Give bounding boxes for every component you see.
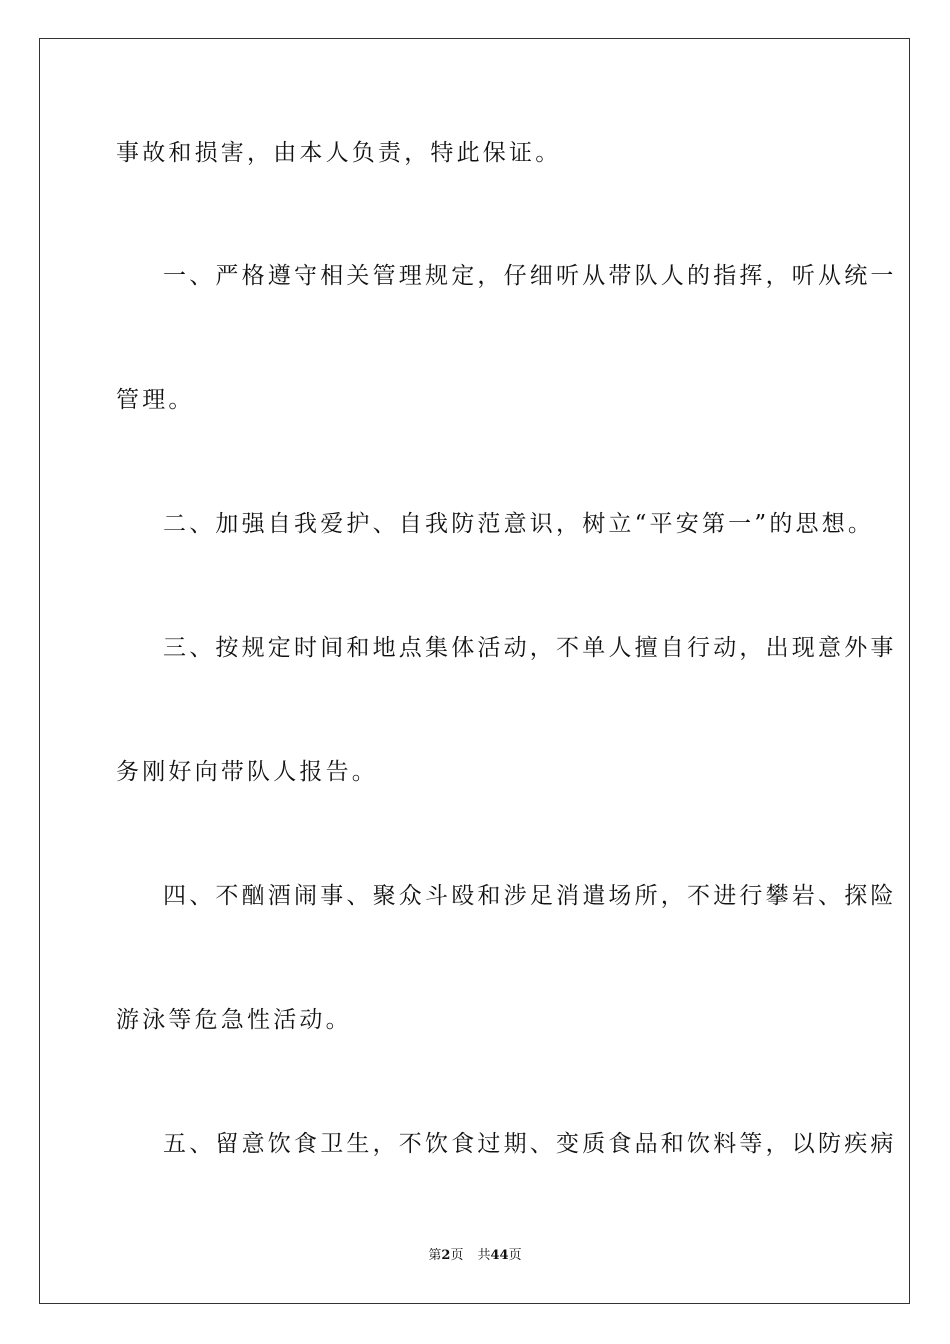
paragraph-line-4: 二、加强自我爱护、自我防范意识，树立“平安第一”的思想。 (163, 511, 875, 537)
paragraph-line-1: 事故和损害，由本人负责，特此保证。 (116, 140, 562, 166)
paragraph-line-9: 五、留意饮食卫生，不饮食过期、变质食品和饮料等，以防疾病 (163, 1131, 897, 1157)
total-prefix: 共 (477, 1248, 491, 1263)
page-prefix: 第 (428, 1248, 442, 1263)
paragraph-line-5: 三、按规定时间和地点集体活动，不单人擅自行动，出现意外事 (163, 635, 897, 661)
total-suffix: 页 (508, 1248, 522, 1263)
page-number: 2 (441, 1248, 451, 1263)
paragraph-line-7: 四、不酗酒闹事、聚众斗殴和涉足消遣场所，不进行攀岩、探险 (163, 883, 897, 909)
page-footer (0, 1248, 950, 1264)
total-pages: 44 (490, 1248, 509, 1263)
paragraph-line-6: 务刚好向带队人报告。 (116, 759, 378, 785)
page-suffix: 页 (450, 1248, 464, 1263)
page-border (39, 38, 910, 1304)
paragraph-line-8: 游泳等危急性活动。 (116, 1007, 352, 1033)
paragraph-line-3: 管理。 (116, 387, 195, 413)
paragraph-line-2: 一、严格遵守相关管理规定，仔细听从带队人的指挥，听从统一 (163, 263, 897, 289)
